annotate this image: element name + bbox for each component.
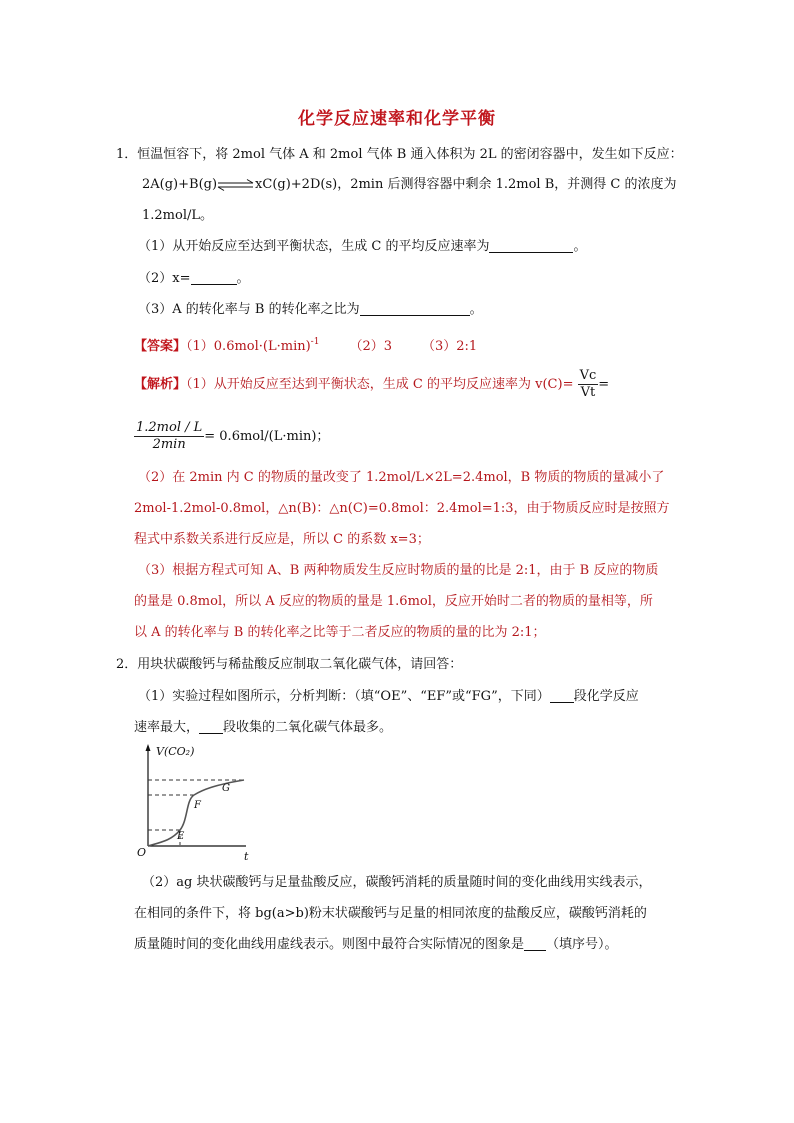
value-fraction-denominator: 2min	[152, 437, 186, 452]
answer-blank-2[interactable]	[191, 270, 237, 285]
analysis-1-text: （1）从开始反应至达到平衡状态，生成 C 的平均反应速率为 v(C)=	[186, 377, 574, 392]
value-fraction-numerator: 1.2mol / L	[136, 420, 203, 435]
point-e-label: E	[177, 831, 185, 842]
q2-sub1-text-d: 段收集的二氧化碳气体最多。	[223, 720, 393, 735]
y-axis-label: V(CO₂)	[156, 745, 195, 758]
answer-part-2: （2）3	[349, 339, 392, 354]
q2-subquestion-2c	[134, 936, 618, 954]
equilibrium-arrow-icon	[217, 179, 255, 191]
q1-analysis-3a: （3）根据方程式可知 A、B 两种物质发生反应时物质的量的比是 2:1，由于 B 反应的物质	[138, 563, 659, 578]
q1-analysis-2b: 2mol-1.2mol-0.8mol，△n(B)：△n(C)=0.8mol：2.4mol=1:3，由于物质反应时是按照方	[134, 501, 670, 516]
equation-right: xC(g)+2D(s)，2min 后测得容器中剩余 1.2mol B，并测得 C 的浓度为	[255, 177, 677, 192]
answer-blank-1[interactable]	[489, 238, 573, 253]
equation-left: 2A(g)+B(g)	[142, 177, 218, 192]
q1-subquestion-2	[138, 270, 250, 288]
q1-analysis-2a: （2）在 2min 内 C 的物质的量改变了 1.2mol/L×2L=2.4mol，B 物质的物质的量减小了	[138, 470, 665, 485]
x-axis-label: t	[244, 850, 249, 863]
q1-sub3-text: （3）A 的转化率与 B 的转化率之比为	[138, 302, 360, 317]
q2-number: 2．	[116, 657, 138, 672]
y-axis-arrow	[146, 744, 151, 751]
origin-label: O	[137, 846, 147, 859]
co2-volume-diagram	[136, 742, 266, 864]
q1-intro	[116, 146, 683, 164]
q2-subquestion-1a	[138, 688, 639, 706]
q1-analysis-3c: 以 A 的转化率与 B 的转化率之比等于二者反应的物质的量的比为 2:1；	[134, 625, 546, 640]
answer-part-3: （3）2:1	[422, 339, 478, 354]
q1-sub1-end: 。	[573, 239, 587, 254]
q1-sub3-end: 。	[469, 302, 483, 317]
q2-subquestion-2a: （2）ag 块状碳酸钙与足量盐酸反应，碳酸钙消耗的质量随时间的变化曲线用实线表示，	[142, 875, 652, 890]
q2-sub2-text: 质量随时间的变化曲线用虚线表示。则图中最符合实际情况的图象是	[134, 937, 525, 952]
answer-blank-3[interactable]	[360, 301, 470, 316]
q1-number: 1．	[116, 147, 138, 162]
point-f-label: F	[194, 800, 201, 811]
q2-sub1-text-c: 速率最大，	[134, 720, 200, 735]
q1-analysis-formula	[134, 420, 329, 453]
q1-analysis-3b: 的量是 0.8mol，所以 A 反应的物质的量是 1.6mol，反应开始时二者的物质的量相等，所	[134, 594, 653, 609]
equals-sign: =	[598, 377, 610, 392]
q1-concentration: 1.2mol/L。	[142, 208, 213, 223]
answer-exponent: -1	[310, 337, 320, 347]
q1-equation	[142, 176, 676, 194]
q1-analysis-1	[134, 368, 609, 402]
q2-subquestion-2b: 在相同的条件下，将 bg(a>b)粉末状碳酸钙与足量的相同浓度的盐酸反应，碳酸钙消耗的	[134, 906, 647, 921]
analysis-1-result: = 0.6mol/(L·min)；	[204, 429, 330, 444]
rate-fraction-denominator: Vt	[580, 385, 596, 400]
rate-fraction	[578, 368, 599, 401]
q2-sub2-end: （填序号）。	[546, 937, 618, 952]
page-title: 化学反应速率和化学平衡	[298, 109, 496, 129]
analysis-tag: 【解析】	[134, 377, 187, 392]
q1-answer	[134, 333, 477, 356]
q2-sub1-text: （1）实验过程如图所示，分析判断：（填“OE”、“EF”或“FG”，下同）	[138, 689, 550, 704]
answer-part-1: （1）0.6mol·(L·min)	[186, 339, 311, 354]
q2-sub1-text-b: 段化学反应	[573, 689, 639, 704]
answer-blank-6[interactable]	[524, 936, 546, 951]
q1-sub2-text: （2）x=	[138, 271, 191, 286]
q1-sub2-end: 。	[236, 271, 250, 286]
q1-analysis-2c: 程式中系数关系进行反应是，所以 C 的系数 x=3；	[134, 532, 430, 547]
q2-intro-text: 用块状碳酸钙与稀盐酸反应制取二氧化碳气体，请回答：	[137, 657, 463, 672]
q1-sub1-text: （1）从开始反应至达到平衡状态，生成 C 的平均反应速率为	[138, 239, 490, 254]
answer-blank-5[interactable]	[199, 719, 223, 734]
value-fraction	[134, 420, 204, 453]
q1-subquestion-1	[138, 238, 587, 256]
q2-intro	[116, 656, 462, 674]
q2-subquestion-1b	[134, 719, 392, 737]
point-g-label: G	[222, 783, 230, 794]
answer-tag: 【答案】	[134, 339, 187, 354]
rate-fraction-numerator: Vc	[579, 368, 597, 383]
q1-intro-text: 恒温恒容下，将 2mol 气体 A 和 2mol 气体 B 通入体积为 2L 的密闭容器中，发生如下反应：	[137, 147, 683, 162]
answer-blank-4[interactable]	[550, 688, 574, 703]
q1-subquestion-3	[138, 301, 483, 319]
